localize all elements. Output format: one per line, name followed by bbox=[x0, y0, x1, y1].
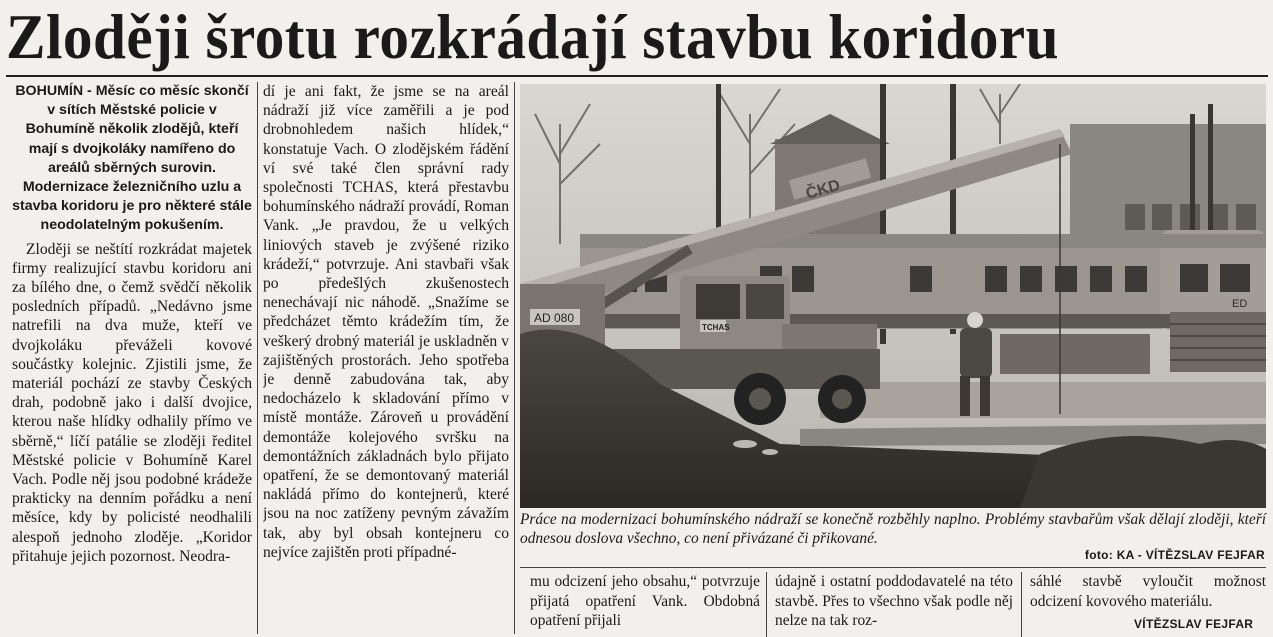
column-divider bbox=[766, 572, 767, 637]
truck-plate: AD 080 bbox=[534, 311, 575, 325]
photo-credit: foto: KA - VÍTĚZSLAV FEJFAR bbox=[1084, 548, 1265, 562]
article-column-3 bbox=[530, 572, 760, 637]
article-body-2: dí je ani fakt, že jsme se na areál nádraží již více zaměřili a je pod drobnohledem našich hlídek,“ konstatuje Vach. O zlodějském řádění ví své také člen správní rady společnosti TCHAS, která přestavbu bohumínského nádraží provádí, Roman Vank. „Je pravdou, že u velkých liniových staveb je zvýšené riziko krádeží,“ potvrzuje. Ani stavbaři však po předešlých zkušenostech nenechávají nic náhodě. „Snažíme se předcházet těmto krádežím tím, že veškerý drobný materiál je uskladněn v zajištěných prostorách. Jeho spotřeba je denně zabudována tak, aby nedocházelo k skladování přímo v místě montáže. Zároveň u provádění demontáže kolejového svršku na demontážních základnách bylo přijato opatření, že se demontovaný materiál nakládá přímo do kontejnerů, které jsou na noc zatíženy pevným závažím tak, aby byl obsah kontejneru co nejvíce zajištěn proti případné- bbox=[263, 83, 509, 561]
article-body-3: mu odcizení jeho obsahu,“ potvrzuje přijatá opatření Vank. Obdobná opatření přijali bbox=[530, 573, 760, 629]
column-divider bbox=[514, 82, 515, 634]
truck-logo: TCHAS bbox=[702, 323, 730, 332]
construction-photo-illustration bbox=[520, 84, 1266, 508]
article-lead: BOHUMÍN - Měsíc co měsíc skončí v sítích Městské policie v Bohumíně několik zlodějů, kteří mají s dvojkoláky namířeno do areálů sběrných surovin. Modernizace železničního uzlu a stavba koridoru je pro některé stále neodolatelným pokušením. bbox=[12, 83, 252, 234]
article-column-4 bbox=[775, 572, 1013, 637]
column-divider bbox=[1021, 572, 1022, 637]
article-body-1: Zloději se neštítí rozkrádat majetek firmy realizující stavbu koridoru ani za bílého dne, o čemž svědčí několik posledních případů. „Nedávno jsme natrefili na dva muže, kteří ve dvojkoláku převáželi kovové součástky kolejnic. Zjistili jsme, že materiál pochází ze stavby Českých drah, podobně jako i další dvojice, kterou naše hlídky odhalily přímo ve sběrně,“ líčí patálie se zloději ředitel Městské policie v Bohumíně Karel Vach. Podle něj jsou podobné krádeže prakticky na denním pořádku a není měsíce, kdy by policisté neodhalili alespoň jednoho zloděje. „Koridor přitahuje jejich pozornost. Neodra- bbox=[12, 240, 252, 565]
column-divider bbox=[257, 82, 258, 634]
article-column-2 bbox=[263, 82, 509, 634]
article-body-5: sáhlé stavbě vyloučit možnost odcizení kovového materiálu. bbox=[1030, 573, 1266, 610]
coach-number: ED bbox=[1232, 298, 1248, 310]
article-body-4: údajně i ostatní poddodavatelé na této stavbě. Přes to všechno však podle něj nelze na tak roz- bbox=[775, 573, 1013, 629]
caption-rule bbox=[520, 567, 1266, 568]
headline: Zloději šrotu rozkrádají stavbu koridoru bbox=[6, 2, 1060, 72]
news-photo bbox=[520, 84, 1266, 508]
article-column-1 bbox=[12, 82, 252, 634]
author-byline: VÍTĚZSLAV FEJFAR bbox=[1134, 617, 1254, 631]
crane-brand: ČKD bbox=[804, 176, 843, 203]
headline-rule bbox=[6, 75, 1268, 77]
photo-caption: Práce na modernizaci bohumínského nádraží se konečně rozběhly naplno. Problémy stavbařům však dělají zloději, kteří odnesou doslova všechno, co není přivázané či přikované. bbox=[520, 511, 1266, 547]
